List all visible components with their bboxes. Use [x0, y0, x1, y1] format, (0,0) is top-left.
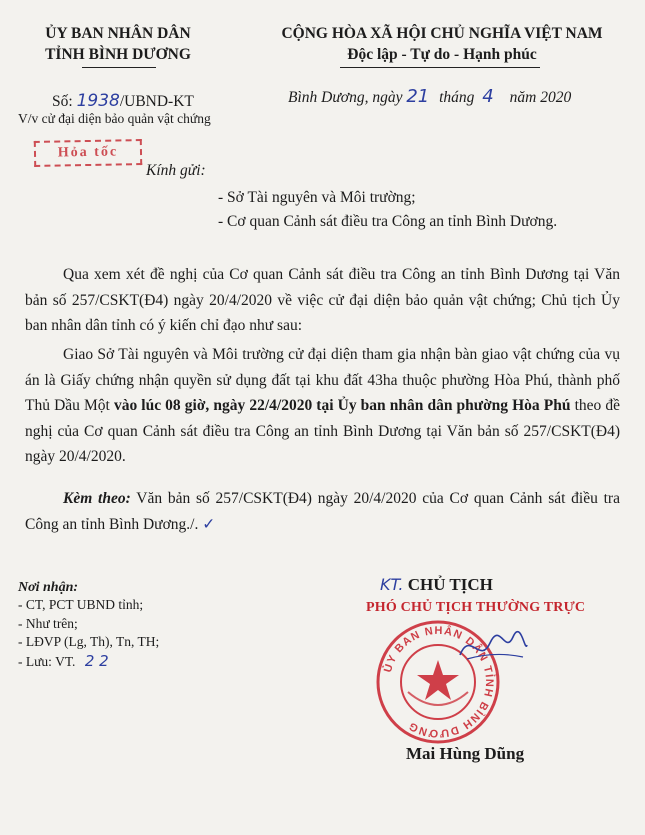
issuer-underline [82, 67, 156, 68]
para2-text-a: Giao Sở Tài nguyên và Môi trường cử đại diện tham gia nhận bàn giao vật chứng của vụ án là Giấy chứng nhận quyền sử dụng đất tại khu đất 43ha thuộc phường Hòa Phú, thành phố Thủ Dầu Một [25, 346, 620, 414]
attachment-label: Kèm theo: [63, 490, 131, 507]
greeting-recipients [218, 186, 557, 234]
recipients-block [18, 580, 159, 671]
recipients-item-1: - CT, PCT UBND tỉnh; [18, 597, 144, 612]
body-attachment [25, 486, 620, 537]
seal-star-icon [417, 660, 459, 700]
greeting-label: Kính gửi: [146, 162, 206, 179]
signer-name: Mai Hùng Dũng [406, 744, 525, 763]
signature-kt: KT. [380, 575, 404, 594]
signature-title: CHỦ TỊCH [407, 575, 493, 594]
date-year: năm 2020 [509, 89, 572, 106]
issuer-name [18, 23, 218, 65]
recipients-handwritten: 2 2 [84, 651, 109, 670]
body-paragraph-2 [25, 342, 620, 470]
recipients-title: Nơi nhận: [18, 580, 79, 595]
signature-subtitle: PHÓ CHỦ TỊCH THƯỜNG TRỰC [366, 600, 586, 615]
recipients-item-4: - Lưu: VT. 2 2 [18, 651, 109, 670]
recipient-line-2: - Cơ quan Cảnh sát điều tra Công an tỉnh Bình Dương. [218, 213, 558, 230]
issuer-line-2: TỈNH BÌNH DƯƠNG [45, 46, 191, 63]
attachment-check: ✓ [202, 514, 216, 533]
motto-line: Độc lập - Tự do - Hạnh phúc [347, 46, 537, 63]
urgency-stamp: Hỏa tốc [34, 139, 142, 167]
doc-number [52, 91, 194, 111]
national-motto [262, 23, 622, 65]
recipients-item-3: - LĐVP (Lg, Th), Tn, TH; [18, 634, 160, 649]
motto-underline [340, 67, 540, 68]
para2-bold: vào lúc 08 giờ, ngày 22/4/2020 tại Ủy ban nhân dân phường Hòa Phú [113, 397, 571, 414]
doc-number-label: Số: [52, 93, 73, 110]
doc-subject: V/v cử đại diện bảo quản vật chứng [18, 111, 211, 126]
recipient-line-1: - Sở Tài nguyên và Môi trường; [218, 189, 416, 206]
para2-text-b: theo đề nghị của Cơ quan Cảnh sát điều tra Công an tỉnh Bình Dương tại Văn bản số 257/CSKT(Đ4) ngày 20/4/2020. [25, 397, 621, 465]
doc-date [288, 86, 571, 107]
recipients-item-2: - Như trên; [18, 615, 78, 631]
country-name: CỘNG HÒA XÃ HỘI CHỦ NGHĨA VIỆT NAM [281, 25, 603, 42]
body-paragraph-1: Qua xem xét đề nghị của Cơ quan Cảnh sát điều tra Công an tỉnh Bình Dương tại Văn bản số 257/CSKT(Đ4) ngày 20/4/2020 về việc cử đại diện bảo quản vật chứng; Chủ tịch Ủy ban nhân dân tỉnh có ý kiến chỉ đạo như sau: [25, 266, 620, 334]
seal-text: ỦY BAN NHÂN DÂN TỈNH BÌNH DƯƠNG [381, 624, 496, 740]
issuer-line-1: ỦY BAN NHÂN DÂN [45, 25, 191, 42]
attachment-text: Văn bản số 257/CSKT(Đ4) ngày 20/4/2020 của Cơ quan Cảnh sát điều tra Công an tỉnh Bình Dương./. [25, 490, 620, 533]
date-day: 21 [406, 86, 430, 107]
handwritten-signature-icon [455, 625, 530, 670]
doc-number-suffix: /UBND-KT [119, 93, 194, 110]
doc-number-value: 1938 [76, 91, 120, 111]
signature-heading [380, 575, 493, 595]
date-month-label: tháng [439, 89, 475, 106]
date-month: 4 [482, 86, 494, 107]
date-place: Bình Dương, ngày [288, 89, 403, 106]
